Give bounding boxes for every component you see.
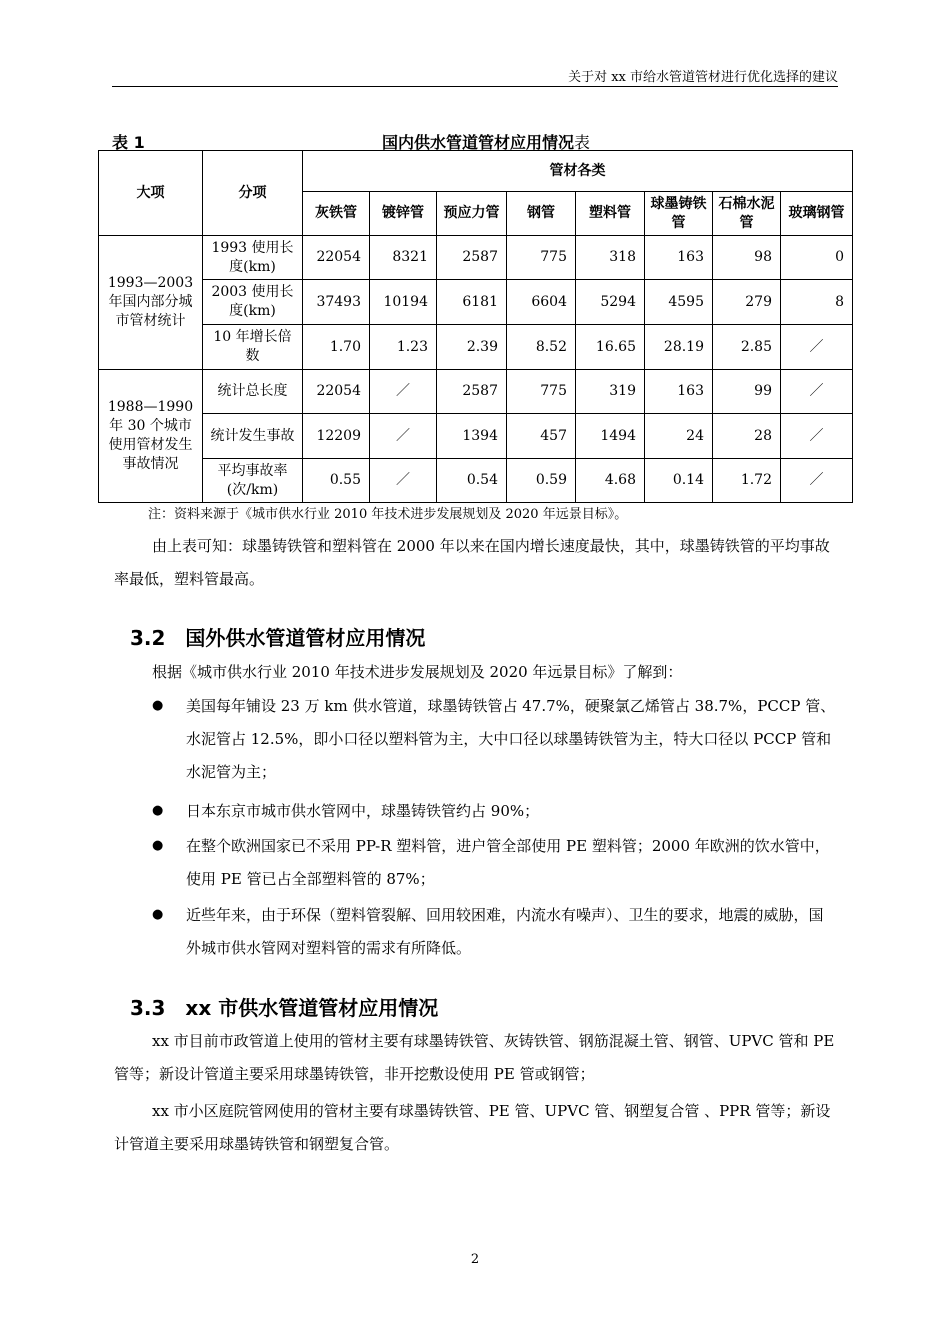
table-cell: 37493: [303, 280, 370, 325]
section-intro: 根据《城市供水行业 2010 年技术进步发展规划及 2020 年远景目标》了解到：: [152, 663, 683, 681]
row-label: 统计总长度: [203, 370, 303, 414]
header-material: 玻璃钢管: [781, 192, 853, 236]
bullet-item: 美国每年铺设 23 万 km 供水管道，球墨铸铁管占 47.7%，硬聚氯乙烯管占 38.7%，PCCP 管、水泥管占 12.5%，即小口径以塑料管为主，大中口径以球墨铸铁管为主，特大口径以 PCCP 管和水泥管为主；: [186, 697, 836, 781]
table-cell: 2.85: [713, 325, 781, 370]
table-cell: 0.55: [303, 459, 370, 503]
bullet-item: 近些年来，由于环保（塑料管裂解、回用较困难，内流水有噪声）、卫生的要求，地震的威胁，国外城市供水管网对塑料管的需求有所降低。: [186, 906, 824, 957]
bullet-item: 日本东京市城市供水管网中，球墨铸铁管约占 90%；: [186, 802, 540, 820]
section-paragraph: xx 市目前市政管道上使用的管材主要有球墨铸铁管、灰铸铁管、钢筋混凝土管、钢管、UPVC 管和 PE 管等；新设计管道主要采用球墨铸铁管，非开挖敷设使用 PE 管或钢管；: [114, 1032, 835, 1083]
bullet-dot: ●: [152, 907, 164, 922]
table-cell: 0.14: [645, 459, 713, 503]
table-cell: 0.54: [437, 459, 507, 503]
section-heading-3-2: 3.2 国外供水管道管材应用情况: [130, 626, 426, 650]
table-cell: 0.59: [507, 459, 576, 503]
table-cell: 2587: [437, 370, 507, 414]
page-number: 2: [470, 1252, 480, 1267]
table-row: [99, 414, 853, 459]
table-cell: 775: [507, 370, 576, 414]
table-cell: 99: [713, 370, 781, 414]
table-cell: 775: [507, 236, 576, 280]
header-major: 大项: [99, 151, 203, 236]
running-header: [112, 64, 838, 87]
row-label: 2003 使用长度(km): [203, 280, 303, 325]
table-cell: 28: [713, 414, 781, 459]
header-material: 镀锌管: [370, 192, 437, 236]
table-cell: 8: [781, 280, 853, 325]
table-cell: 1494: [576, 414, 645, 459]
table-cell: 279: [713, 280, 781, 325]
section-heading-3-3: 3.3 xx 市供水管道管材应用情况: [130, 996, 439, 1020]
table-cell: 22054: [303, 370, 370, 414]
table-cell: 0: [781, 236, 853, 280]
bullet-dot: ●: [152, 838, 164, 853]
table-cell: 98: [713, 236, 781, 280]
table-cell: 163: [645, 370, 713, 414]
table-row: [99, 459, 853, 503]
table-row: [99, 236, 853, 280]
row-label: 统计发生事故: [203, 414, 303, 459]
table-cell: ／: [370, 414, 437, 459]
table-cell: 2587: [437, 236, 507, 280]
table-cell: 10194: [370, 280, 437, 325]
row-label: 1993 使用长度(km): [203, 236, 303, 280]
header-material: 塑料管: [576, 192, 645, 236]
table-cell: ／: [781, 414, 853, 459]
table-cell: 457: [507, 414, 576, 459]
table-cell: ／: [370, 459, 437, 503]
running-title: 关于对 xx 市给水管道管材进行优化选择的建议: [568, 70, 838, 85]
table-cell: 318: [576, 236, 645, 280]
header-minor: 分项: [203, 151, 303, 236]
table-cell: 2.39: [437, 325, 507, 370]
header-material: 球墨铸铁管: [645, 192, 713, 236]
header-group: 管材各类: [303, 151, 853, 192]
header-material: 灰铁管: [303, 192, 370, 236]
table-cell: 1394: [437, 414, 507, 459]
table-row: [99, 280, 853, 325]
table-cell: 4.68: [576, 459, 645, 503]
group-name: 1993—2003 年国内部分城市管材统计: [99, 236, 203, 370]
table-title-tail: 表: [574, 133, 591, 152]
bullet-dot: ●: [152, 698, 164, 713]
table-cell: 6181: [437, 280, 507, 325]
row-label: 10 年增长倍数: [203, 325, 303, 370]
table-cell: 319: [576, 370, 645, 414]
table-cell: 8.52: [507, 325, 576, 370]
table-cell: 6604: [507, 280, 576, 325]
table-row: [99, 370, 853, 414]
table-cell: 22054: [303, 236, 370, 280]
pipe-usage-table: [98, 150, 853, 503]
table-cell: ／: [370, 370, 437, 414]
table-cell: 12209: [303, 414, 370, 459]
table-cell: 16.65: [576, 325, 645, 370]
header-material: 预应力管: [437, 192, 507, 236]
table-cell: ／: [781, 325, 853, 370]
table-cell: 24: [645, 414, 713, 459]
table-title-main: 国内供水管道管材应用情况: [382, 133, 575, 152]
table-cell: 1.70: [303, 325, 370, 370]
group-name: 1988—1990 年 30 个城市使用管材发生事故情况: [99, 370, 203, 503]
table-cell: 1.23: [370, 325, 437, 370]
header-material: 钢管: [507, 192, 576, 236]
table-cell: 28.19: [645, 325, 713, 370]
table-cell: 8321: [370, 236, 437, 280]
table-cell: 5294: [576, 280, 645, 325]
table-cell: 163: [645, 236, 713, 280]
table-cell: 4595: [645, 280, 713, 325]
table-label: 表 1: [112, 133, 145, 152]
table-note: 注：资料来源于《城市供水行业 2010 年技术进步发展规划及 2020 年远景目标》。: [148, 507, 628, 522]
header-material: 石棉水泥管: [713, 192, 781, 236]
section-paragraph: xx 市小区庭院管网使用的管材主要有球墨铸铁管、PE 管、UPVC 管、钢塑复合管 、PPR 管等；新设计管道主要采用球墨铸铁管和钢塑复合管。: [114, 1102, 831, 1153]
table-cell: 1.72: [713, 459, 781, 503]
bullet-item: 在整个欧洲国家已不采用 PP-R 塑料管，进户管全部使用 PE 塑料管；2000 年欧洲的饮水管中，使用 PE 管已占全部塑料管的 87%；: [186, 837, 830, 888]
row-label: 平均事故率(次/km): [203, 459, 303, 503]
table-cell: ／: [781, 370, 853, 414]
summary-paragraph: 由上表可知：球墨铸铁管和塑料管在 2000 年以来在国内增长速度最快，其中，球墨铸铁管的平均事故率最低，塑料管最高。: [114, 537, 830, 588]
table-row: [99, 325, 853, 370]
table-cell: ／: [781, 459, 853, 503]
bullet-dot: ●: [152, 803, 164, 818]
